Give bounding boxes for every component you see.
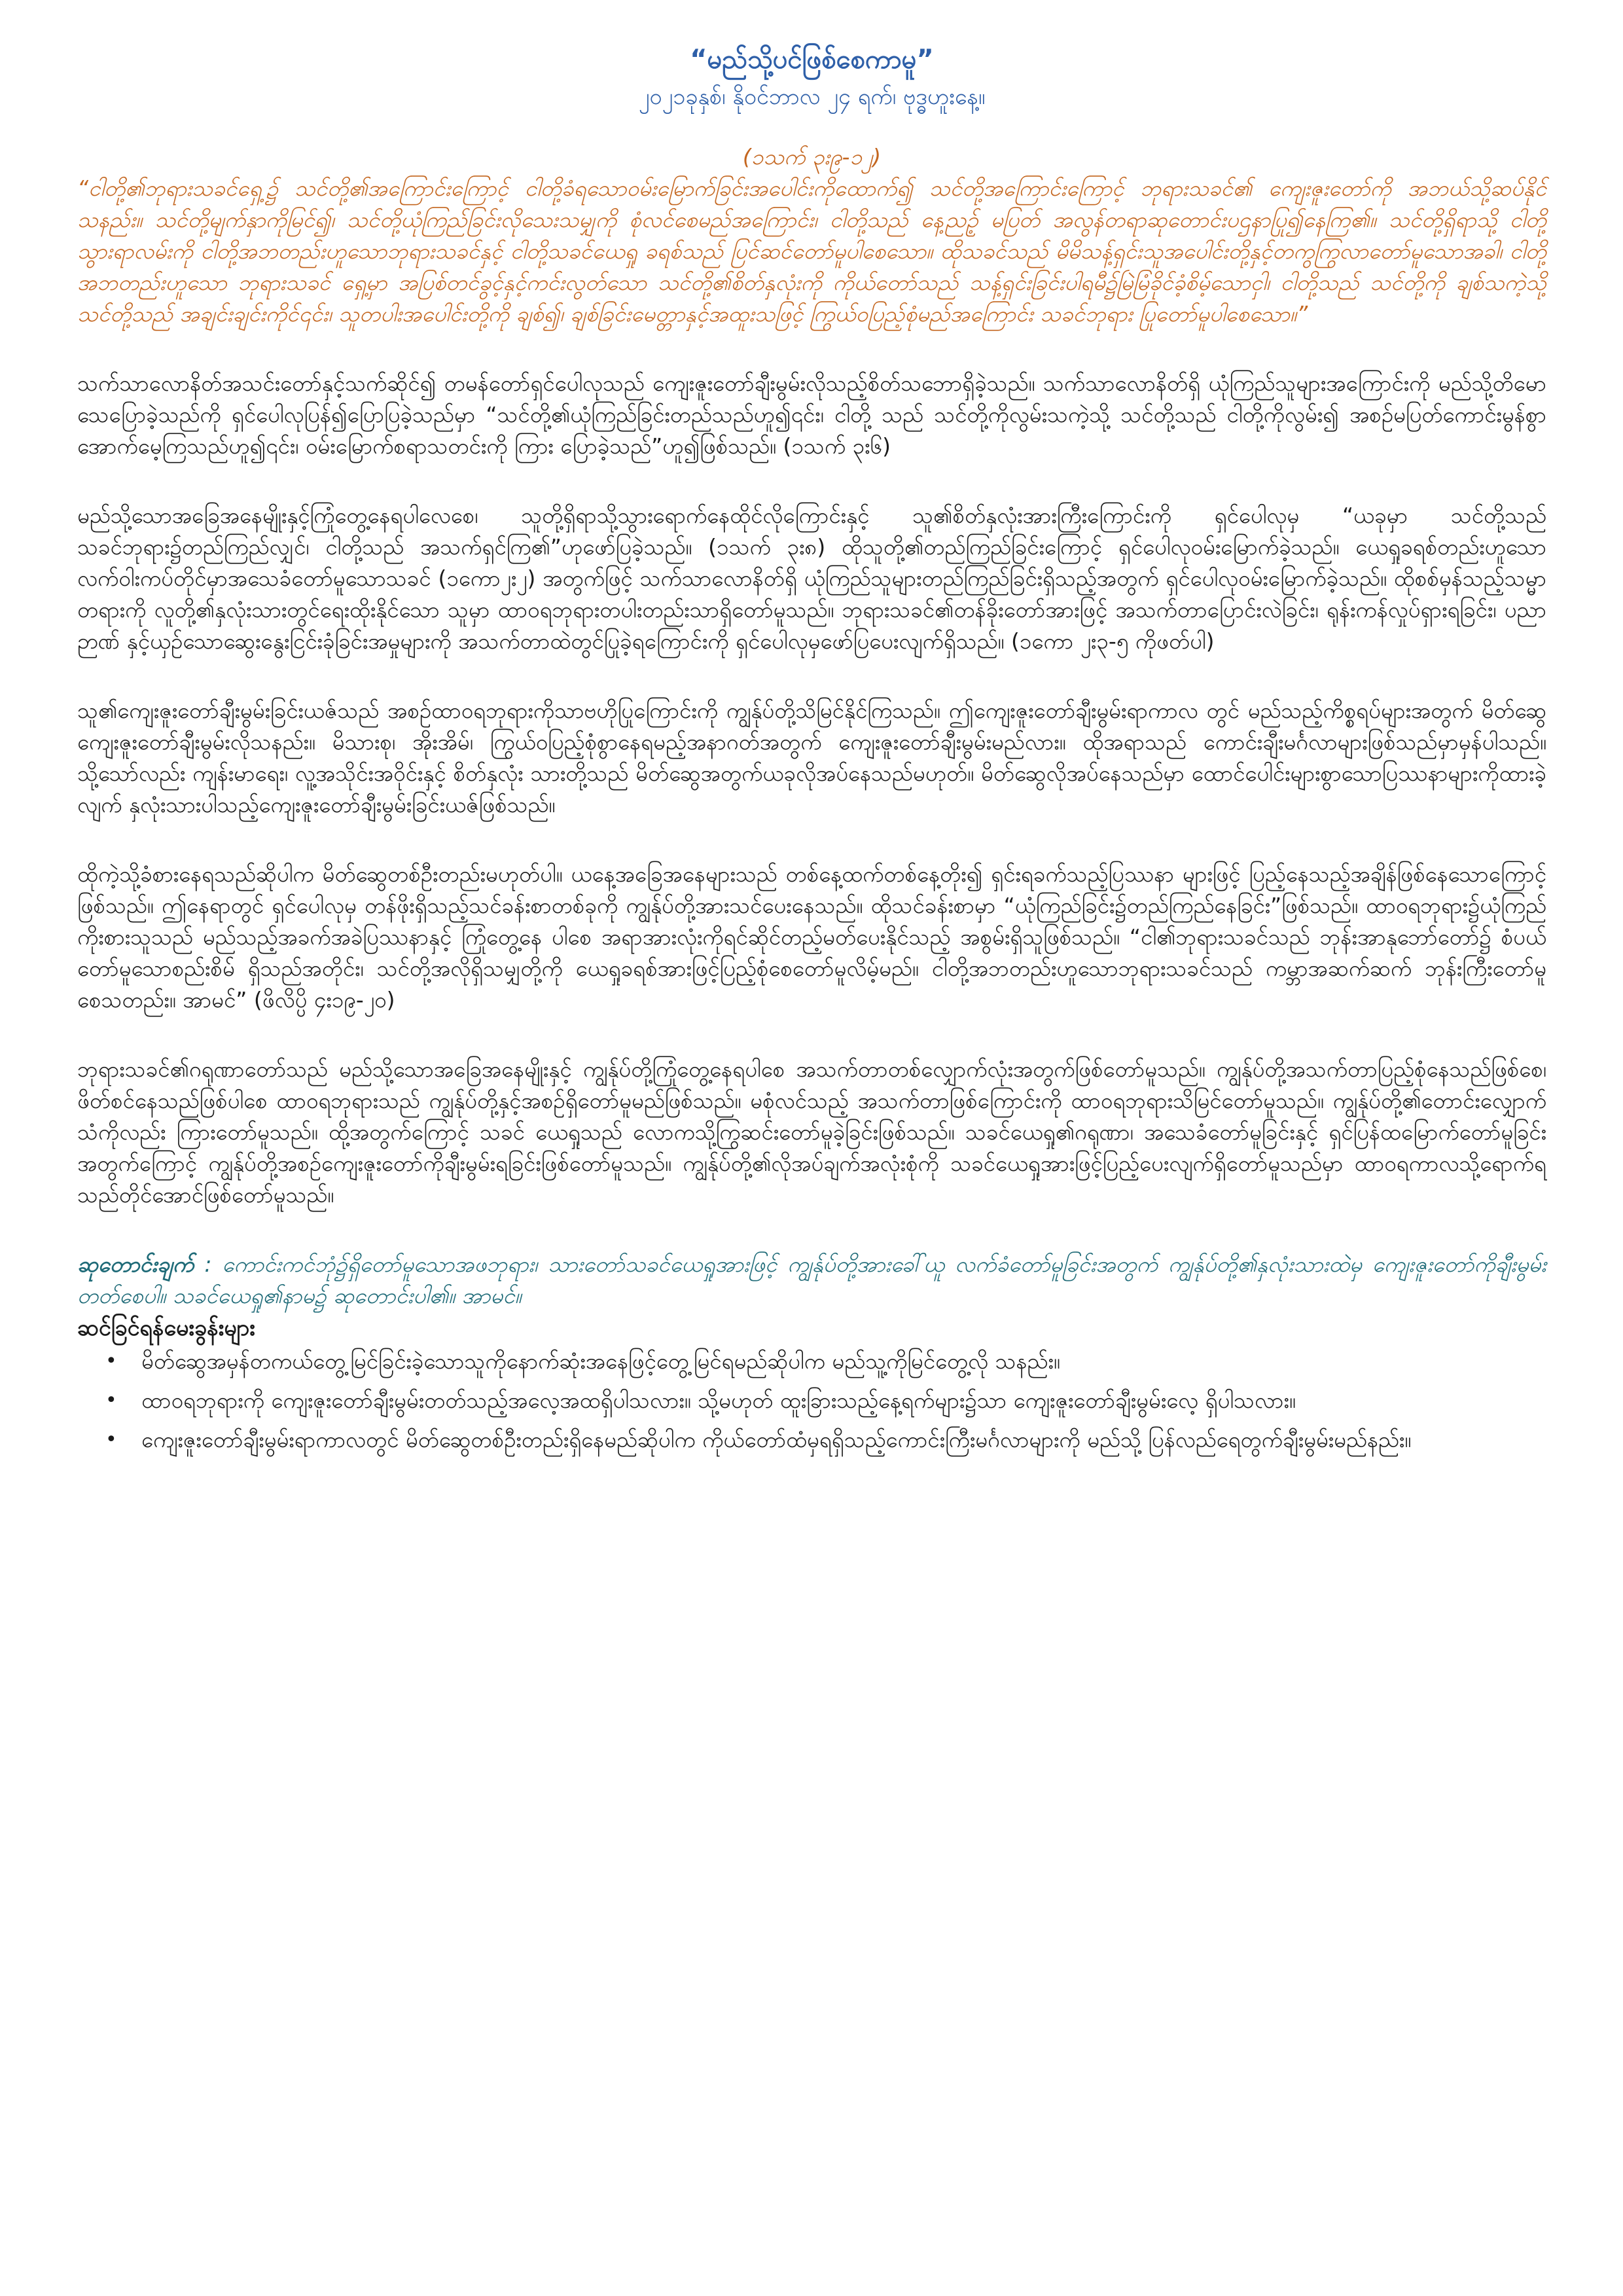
body-paragraph-4: ထိုကဲ့သို့ခံစားနေရသည်ဆိုပါက မိတ်ဆွေတစ်ဦးတည်းမဟုတ်ပါ။ ယနေ့အခြေအနေများသည် တစ်နေ့ထက်တစ်နေ့တိုး၍ ရှင်းရခက်သည့်ပြဿနာ များဖြင့် ပြည့်နေသည့်အချိန်ဖြစ်နေသောကြောင့်ဖြစ်သည်။ ဤနေရာတွင် ရှင်ပေါလုမှ တန်ဖိုးရှိသည့်သင်ခန်းစာတစ်ခုကို ကျွန်ုပ်တို့အားသင်ပေးနေသည်။ ထိုသင်ခန်းစာမှာ “ယုံကြည်ခြင်း၌တည်ကြည်နေခြင်း”ဖြစ်သည်။ ထာဝရဘုရား၌ယုံကြည်ကိုးစားသူသည် မည်သည့်အခက်အခဲပြဿနာနှင့် ကြုံတွေ့နေ ပါစေ အရာအားလုံးကိုရင်ဆိုင်တည့်မတ်ပေးနိုင်သည့် အစွမ်းရှိသူဖြစ်သည်။ “ငါ၏ဘုရားသခင်သည် ဘုန်းအာနုဘော်တော်၌ စံပယ်တော်မူသောစည်းစိမ် ရှိသည်အတိုင်း၊ သင်တို့အလိုရှိသမျှတို့ကို ယေရှုခရစ်အားဖြင့်ပြည့်စုံစေတော်မူလိမ့်မည်။ ငါတို့အဘတည်းဟူသောဘုရားသခင်သည် ကမ္ဘာအဆက်ဆက် ဘုန်းကြီးတော်မူစေသတည်း။ အာမင်” (ဖိလိပ္ပိ ၄း၁၉-၂၀)	[77, 861, 1546, 1013]
reflection-questions-list	[77, 1346, 1546, 1456]
body-paragraph-3: သူ၏ကျေးဇူးတော်ချီးမွမ်းခြင်းယဇ်သည် အစဉ်ထာဝရဘုရားကိုသာဗဟိုပြုကြောင်းကို ကျွန်ုပ်တို့သိမြင်နိုင်ကြသည်။ ဤကျေးဇူးတော်ချီးမွမ်းရာကာလ တွင် မည်သည့်ကိစ္စရပ်များအတွက် မိတ်ဆွေကျေးဇူးတော်ချီးမွမ်းလိုသနည်း။ မိသားစု၊ အိုးအိမ်၊ ကြွယ်ဝပြည့်စုံစွာနေရမည့်အနာဂတ်အတွက် ကျေးဇူးတော်ချီးမွမ်းမည်လား။ ထိုအရာသည် ကောင်းချီးမင်္ဂလာများဖြစ်သည်မှာမှန်ပါသည်။ သို့သော်လည်း ကျန်းမာရေး၊ လူ့အသိုင်းအဝိုင်းနှင့် စိတ်နှလုံး သားတို့သည် မိတ်ဆွေအတွက်ယခုလိုအပ်နေသည်မဟုတ်။ မိတ်ဆွေလိုအပ်နေသည်မှာ ထောင်ပေါင်းများစွာသောပြဿနာများကိုထားခဲ့လျက် နှလုံးသားပါသည့်ကျေးဇူးတော်ချီးမွမ်းခြင်းယဇ်ဖြစ်သည်။	[77, 698, 1546, 817]
prayer-text: ကောင်းကင်ဘုံ၌ရှိတော်မူသောအဖဘုရား၊ သားတော်သခင်ယေရှုအားဖြင့် ကျွန်ုပ်တို့အားခေါ်ယူ လက်ခံတော်မူခြင်းအတွက် ကျွန်ုပ်တို့၏နှလုံးသားထဲမှ ကျေးဇူးတော်ကိုချီးမွမ်းတတ်စေပါ။ သခင်ယေရှု၏နာမ၌ ဆုတောင်းပါ၏။ အာမင်။	[77, 1251, 1546, 1308]
body-paragraph-2: မည်သို့သောအခြေအနေမျိုးနှင့်ကြုံတွေ့နေရပါလေစေ၊ သူတို့ရှိရာသို့သွားရောက်နေထိုင်လိုကြောင်းနှင့် သူ၏စိတ်နှလုံးအားကြီးကြောင်းကို ရှင်ပေါလုမှ “ယခုမှာ သင်တို့သည် သခင်ဘုရား၌တည်ကြည်လျှင်၊ ငါတို့သည် အသက်ရှင်ကြ၏”ဟုဖော်ပြခဲ့သည်။ (၁သက် ၃း၈) ထိုသူတို့၏တည်ကြည်ခြင်းကြောင့် ရှင်ပေါလုဝမ်းမြောက်ခဲ့သည်။ ယေရှုခရစ်တည်းဟူသော လက်ဝါးကပ်တိုင်မှာအသေခံတော်မူသောသခင် (၁ကော၂း၂) အတွက်ဖြင့် သက်သာလောနိတ်ရှိ ယုံကြည်သူများတည်ကြည်ခြင်းရှိသည့်အတွက် ရှင်ပေါလုဝမ်းမြောက်ခဲ့သည်။ ထိုစစ်မှန်သည့်သမ္မာတရားကို လူတို့၏နှလုံးသားတွင်ရေးထိုးနိုင်သော သူမှာ ထာဝရဘုရားတပါးတည်းသာရှိတော်မူသည်။ ဘုရားသခင်၏တန်ခိုးတော်အားဖြင့် အသက်တာပြောင်းလဲခြင်း၊ ရုန်းကန်လှုပ်ရှားရခြင်း၊ ပညာဉာဏ် နှင့်ယှဉ်သောဆွေးနွေးငြင်းခုံခြင်းအမှုများကို အသက်တာထဲတွင်ပြုခဲ့ရကြောင်းကို ရှင်ပေါလုမှဖော်ပြပေးလျက်ရှိသည်။ (၁ကော ၂း၃-၅ ကိုဖတ်ပါ)	[77, 503, 1546, 654]
prayer-separator: :	[194, 1251, 223, 1277]
question-text: မိတ်ဆွေအမှန်တကယ်တွေ့မြင်ခြင်းခဲ့သောသူကိုနောက်ဆုံးအနေဖြင့်တွေ့မြင်ရမည်ဆိုပါက မည်သူ့ကိုမြင်တွေ့လို သနည်း။	[141, 1348, 1060, 1374]
bullet-icon: •	[105, 1350, 117, 1372]
prayer	[77, 1249, 1546, 1312]
page-date: ၂၀၂၁ခုနှစ်၊ နိုဝင်ဘာလ ၂၄ ရက်၊ ဗုဒ္ဓဟူးနေ့။	[638, 84, 986, 110]
reflection-questions-heading: ဆင်ခြင်ရန်မေးခွန်းများ	[77, 1315, 255, 1341]
list-item	[105, 1424, 1546, 1456]
body-paragraph-5: ဘုရားသခင်၏ဂရုဏာတော်သည် မည်သို့သောအခြေအနေမျိုးနှင့် ကျွန်ုပ်တို့ကြုံတွေ့နေရပါစေ အသက်တာတစ်လျှောက်လုံးအတွက်ဖြစ်တော်မူသည်။ ကျွန်ုပ်တို့အသက်တာပြည့်စုံနေသည်ဖြစ်စေ၊ ဖိတ်စင်နေသည်ဖြစ်ပါစေ ထာဝရဘုရားသည် ကျွန်ုပ်တို့နှင့်အစဉ်ရှိတော်မူမည်ဖြစ်သည်။ မစုံလင်သည့် အသက်တာဖြစ်ကြောင်းကို ထာဝရဘုရားသိမြင်တော်မူသည်။ ကျွန်ုပ်တို့၏တောင်းလျှောက်သံကိုလည်း ကြားတော်မူသည်။ ထို့အတွက်ကြောင့် သခင် ယေရှုသည် လောကသို့ကြွဆင်းတော်မူခဲ့ခြင်းဖြစ်သည်။ သခင်ယေရှု၏ဂရုဏာ၊ အသေခံတော်မူခြင်းနှင့် ရှင်ပြန်ထမြောက်တော်မူခြင်းအတွက်ကြောင့် ကျွန်ုပ်တို့အစဉ်ကျေးဇူးတော်ကိုချီးမွမ်းရခြင်းဖြစ်တော်မူသည်။ ကျွန်ုပ်တို့၏လိုအပ်ချက်အလုံးစုံကို သခင်ယေရှုအားဖြင့်ပြည့်ပေးလျက်ရှိတော်မူသည်မှာ ထာဝရကာလသို့ရောက်ရသည်တိုင်အောင်ဖြစ်တော်မူသည်။	[77, 1056, 1546, 1208]
scripture-text: “ငါတို့၏ဘုရားသခင်ရှေ့၌ သင်တို့၏အကြောင်းကြောင့် ငါတို့ခံရသောဝမ်းမြောက်ခြင်းအပေါင်းကိုထောက်၍ သင်တို့အကြောင်းကြောင့် ဘုရားသခင်၏ ကျေးဇူးတော်ကို အဘယ်သို့ဆပ်နိုင်သနည်း။ သင်တို့မျက်နှာကိုမြင်၍၊ သင်တို့ယုံကြည်ခြင်းလိုသေးသမျှကို စုံလင်စေမည်အကြောင်း၊ ငါတို့သည် နေ့ညဉ့် မပြတ် အလွန်တရာဆုတောင်းပဌနာပြု၍နေကြ၏။ သင်တို့ရှိရာသို့ ငါတို့သွားရာလမ်းကို ငါတို့အဘတည်းဟူသောဘုရားသခင်နှင့် ငါတို့သခင်ယေရှု ခရစ်သည် ပြင်ဆင်တော်မူပါစေသော။ ထိုသခင်သည် မိမိသန့်ရှင်းသူအပေါင်းတို့နှင့်တကွကြွလာတော်မူသောအခါ၊ ငါတို့အဘတည်းဟူသော ဘုရားသခင် ရှေ့မှာ အပြစ်တင်ခွင့်နှင့်ကင်းလွတ်သော သင်တို့၏စိတ်နှလုံးကို ကိုယ်တော်သည် သန့်ရှင်းခြင်းပါရမီ၌မြဲမြံခိုင်ခံ့စိမ့်သောငှါ၊ ငါတို့သည် သင်တို့ကို ချစ်သကဲ့သို့ သင်တို့သည် အချင်းချင်းကိုင်၎င်း၊ သူတပါးအပေါင်းတို့ကို ချစ်၍၊ ချစ်ခြင်းမေတ္တာနှင့်အထူးသဖြင့် ကြွယ်ဝပြည့်စုံမည်အကြောင်း သခင်ဘုရား ပြုတော်မူပါစေသော။”	[77, 175, 1546, 327]
bullet-icon: •	[105, 1428, 117, 1451]
question-text: ထာဝရဘုရားကို ကျေးဇူးတော်ချီးမွမ်းတတ်သည့်အလေ့အထရှိပါသလား။ သို့မဟုတ် ထူးခြားသည့်နေ့ရက်များ၌သာ ကျေးဇူးတော်ချီးမွမ်းလေ့ ရှိပါသလား။	[141, 1388, 1296, 1413]
devotional-page	[77, 41, 1546, 1463]
body-paragraph-1: သက်သာလောနိတ်အသင်းတော်နှင့်သက်ဆိုင်၍ တမန်တော်ရှင်ပေါလုသည် ကျေးဇူးတော်ချီးမွမ်းလိုသည့်စိတ်သဘောရှိခဲ့သည်။ သက်သာလောနိတ်ရှိ ယုံကြည်သူများအကြောင်းကို မည်သို့တိမောသေပြောခဲ့သည်ကို ရှင်ပေါလုပြန်၍ပြောပြခဲ့သည်မှာ “သင်တို့၏ယုံကြည်ခြင်းတည်သည်ဟူ၍၎င်း၊ ငါတို့ သည် သင်တို့ကိုလွမ်းသကဲ့သို့ သင်တို့သည် ငါတို့ကိုလွမ်း၍ အစဉ်မပြတ်ကောင်းမွန်စွာအောက်မေ့ကြသည်ဟူ၍၎င်း၊ ဝမ်းမြောက်စရာသတင်းကို ကြား ပြောခဲ့သည်”ဟူ၍ဖြစ်သည်။ (၁သက် ၃း၆)	[77, 370, 1546, 459]
bullet-icon: •	[105, 1389, 117, 1412]
list-item	[105, 1346, 1546, 1377]
prayer-label: ဆုတောင်းချက်	[77, 1251, 194, 1277]
list-item	[105, 1385, 1546, 1416]
page-title: “မည်သို့ပင်ဖြစ်စေကာမူ”	[690, 45, 934, 75]
question-text: ကျေးဇူးတော်ချီးမွမ်းရာကာလတွင် မိတ်ဆွေတစ်ဦးတည်းရှိနေမည်ဆိုပါက ကိုယ်တော်ထံမှရရှိသည့်ကောင်းကြီးမင်္ဂလာများကို မည်သို့ ပြန်လည်ရေတွက်ချီးမွမ်းမည်နည်း။	[141, 1427, 1412, 1452]
scripture-reference: (၁သက် ၃း၉-၁၂)	[742, 144, 882, 170]
